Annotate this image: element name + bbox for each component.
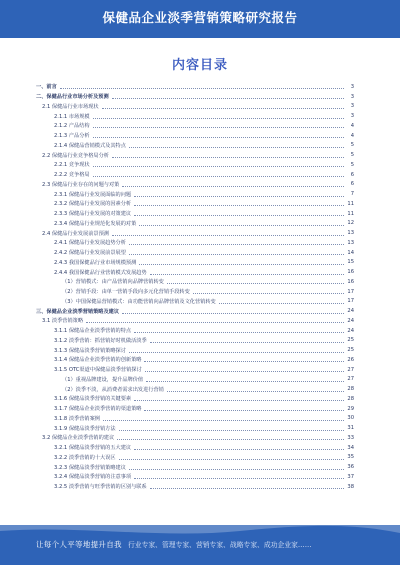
toc-entry-label: 3.2.3 保健品淡季营销策略建议 [54,464,126,471]
toc-entry-label: （2）营销手段：由单一营销手段向多元化营销手段转变 [62,289,190,296]
toc-entry-page: 4 [350,122,354,129]
toc-entry-page: 24 [347,308,354,315]
toc-entry-label: 2.1.2 产品结构 [54,123,90,130]
toc-entry-label: 3.1.1 保健品企业淡季营销的特点 [54,328,132,335]
toc-leader-dots [139,264,344,265]
toc-entry-label: （1）营销模式：由产品营销向品牌营销转变 [62,279,164,286]
toc-leader-dots [119,459,344,460]
toc-entry-label: 2.4.3 我国保健品行业市场规模预测 [54,259,137,266]
toc-entry[interactable] [36,150,354,160]
toc-entry-label: 三、保健品企业淡季营销策略及建议 [36,308,120,315]
toc-entry-page: 13 [347,230,354,237]
toc-leader-dots [146,381,344,382]
toc-entry-page: 11 [347,210,354,217]
toc-entry-page: 37 [347,473,354,480]
toc-entry-page: 24 [347,317,354,324]
toc-heading: 内容目录 [171,58,228,73]
toc-entry-label: 3.2 保健品企业淡季营销的建议 [42,435,115,442]
toc-entry[interactable] [36,482,354,492]
toc-entry-page: 36 [347,464,354,471]
toc-entry[interactable] [36,316,354,326]
toc-entry-label: 3.2.2 淡季营销的十大误区 [54,454,116,461]
toc-leader-dots [134,332,344,333]
toc-entry-page: 26 [347,356,354,363]
toc-leader-dots [150,342,344,343]
toc-entry[interactable] [36,384,354,394]
toc-entry[interactable] [36,336,354,346]
footer-experts: 行业专家、管理专家、营销专家、战略专家、成功企业家…… [128,541,312,549]
toc-entry[interactable] [36,170,354,180]
toc-entry[interactable] [36,131,354,141]
toc-entry-page: 6 [350,181,354,188]
toc-leader-dots [122,313,344,314]
toc-entry-page: 17 [347,288,354,295]
toc-entry-label: 2.1 保健品行业市场现状 [42,103,99,110]
toc-entry[interactable] [36,414,354,424]
toc-leader-dots [86,322,344,323]
toc-entry-page: 33 [347,434,354,441]
toc-entry-page: 6 [350,171,354,178]
toc-entry-label: （2）淡季不淡，从消费者需求出发进行营销 [62,386,164,393]
toc-leader-dots [129,244,344,245]
toc-leader-dots [103,420,344,421]
toc-leader-dots [134,478,344,479]
toc-entry[interactable] [36,472,354,482]
toc-leader-dots [134,400,344,401]
toc-entry[interactable] [36,180,354,190]
toc-entry-label: 3.1.9 保健品淡季营销方法 [54,425,116,432]
toc-entry-label: 一、前言 [36,84,57,91]
toc-entry-label: 3.2.5 淡季营销与旺季营销的区别与联系 [54,484,147,491]
toc-entry-page: 16 [347,269,354,276]
toc-entry-label: 2.4.2 保健品行业发展前景展望 [54,250,126,257]
toc-entry[interactable] [36,423,354,433]
toc-leader-dots [219,303,344,304]
toc-entry[interactable] [36,462,354,472]
toc-entry-label: 3.1.2 淡季营销：抓营销好时机做活淡季 [54,337,147,344]
toc-entry-page: 34 [347,444,354,451]
toc-leader-dots [112,157,344,158]
toc-entry-label: 3.2.1 保健品淡季营销的五大建议 [54,445,132,452]
toc-leader-dots [93,166,344,167]
toc-entry-label: 2.3.3 保健品行业发展的对策建议 [54,211,132,218]
toc-entry[interactable] [36,277,354,287]
toc-entry-page: 24 [347,327,354,334]
toc-leader-dots [144,361,344,362]
toc-entry[interactable] [36,189,354,199]
toc-entry-page: 14 [347,249,354,256]
toc-entry-label: 二、保健品行业市场分析及预测 [36,94,109,101]
toc-entry-page: 17 [347,298,354,305]
toc-entry[interactable] [36,219,354,229]
toc-entry[interactable] [36,404,354,414]
toc-leader-dots [93,118,344,119]
toc-entry-label: 3.1.6 保健品淡季营销的关键要素 [54,396,132,403]
toc-entry-page: 25 [347,347,354,354]
toc-entry-page: 35 [347,454,354,461]
toc-entry[interactable] [36,365,354,375]
toc-leader-dots [60,88,344,89]
toc-entry-page: 5 [350,142,354,149]
toc-entry[interactable] [36,375,354,385]
toc-entry-label: 3.1 淡季营销策略 [42,318,84,325]
toc-entry-label: 2.2.2 竞争格局 [54,172,90,179]
toc-leader-dots [167,283,344,284]
toc-entry-label: 2.1.4 保健品营销模式及其特点 [54,142,126,149]
toc-leader-dots [112,235,344,236]
toc-entry-page: 28 [347,395,354,402]
toc-entry[interactable] [36,287,354,297]
toc-entry-page: 3 [350,103,354,110]
toc-entry-page: 27 [347,366,354,373]
toc-entry-page: 15 [347,259,354,266]
toc-entry-page: 3 [350,83,354,90]
table-of-contents [36,82,354,492]
toc-entry[interactable] [36,238,354,248]
toc-entry-label: 2.4.1 保健品行业发展趋势分析 [54,240,126,247]
toc-entry-page: 5 [350,152,354,159]
toc-entry[interactable] [36,82,354,92]
toc-entry[interactable] [36,345,354,355]
toc-entry-label: （3）中国保健品营销模式：由功能营销向品牌营销及文化营销转变 [62,298,216,305]
toc-leader-dots [167,391,344,392]
toc-leader-dots [134,215,344,216]
toc-entry[interactable] [36,355,354,365]
toc-entry-page: 25 [347,337,354,344]
toc-entry-label: （1）重视品牌建设，提升品牌价值 [62,376,144,383]
toc-leader-dots [145,371,344,372]
toc-entry[interactable] [36,92,354,102]
toc-entry-page: 29 [347,405,354,412]
toc-leader-dots [93,137,344,138]
toc-entry[interactable] [36,160,354,170]
header-banner [0,0,400,38]
toc-leader-dots [122,186,344,187]
toc-entry[interactable] [36,297,354,307]
toc-entry[interactable] [36,443,354,453]
toc-entry-label: 2.3.1 保健品行业发展面临的问题 [54,191,132,198]
toc-entry-label: 2.4 保健品行业发展前景预测 [42,230,109,237]
toc-entry[interactable] [36,248,354,258]
toc-entry-page: 7 [350,191,354,198]
footer-banner [0,525,400,565]
toc-entry-label: 2.3.4 保健品行业规范化发展的对策 [54,220,137,227]
toc-entry[interactable] [36,102,354,112]
toc-leader-dots [129,147,344,148]
toc-entry-page: 27 [347,376,354,383]
toc-entry[interactable] [36,111,354,121]
toc-leader-dots [129,469,344,470]
toc-leader-dots [134,205,344,206]
toc-entry-label: 3.1.3 保健品淡季营销策略探讨 [54,347,126,354]
toc-entry[interactable] [36,267,354,277]
toc-entry-page: 3 [350,93,354,100]
toc-entry-page: 3 [350,113,354,120]
toc-entry-page: 11 [347,200,354,207]
toc-entry-label: 3.1.4 保健品企业淡季营销的创新策略 [54,357,142,364]
toc-entry-label: 2.2 保健品行业竞争格局分析 [42,152,109,159]
toc-leader-dots [134,196,344,197]
toc-entry-label: 3.2.4 保健品淡季营销的注意事项 [54,474,132,481]
toc-entry-label: 2.3 保健品行业存在的问题与对策 [42,181,120,188]
toc-entry[interactable] [36,228,354,238]
toc-entry-page: 28 [347,386,354,393]
toc-entry-label: 2.2.1 竞争现状 [54,162,90,169]
report-title: 保健品企业淡季营销策略研究报告 [102,10,298,25]
toc-entry[interactable] [36,141,354,151]
toc-entry-label: 2.3.2 保健品行业发展的因素分析 [54,201,132,208]
toc-entry-page: 38 [347,483,354,490]
toc-leader-dots [117,439,344,440]
toc-entry-label: 3.1.7 保健品企业淡季营销的渠道策略 [54,406,142,413]
toc-entry-label: 2.4.4 我国保健品行业营销模式发展趋势 [54,269,147,276]
toc-entry-page: 13 [347,239,354,246]
toc-entry[interactable] [36,453,354,463]
toc-entry-label: 3.1.8 淡季营销案例 [54,415,100,422]
toc-entry-label: 2.1.1 市场规模 [54,113,90,120]
toc-leader-dots [150,274,344,275]
toc-entry-page: 31 [347,425,354,432]
toc-leader-dots [129,254,344,255]
toc-leader-dots [112,98,344,99]
toc-entry[interactable] [36,121,354,131]
toc-entry-page: 4 [350,132,354,139]
toc-leader-dots [102,108,344,109]
toc-leader-dots [139,225,344,226]
toc-entry[interactable] [36,433,354,443]
toc-entry-label: 2.1.3 产品分析 [54,133,90,140]
toc-leader-dots [144,410,344,411]
toc-entry[interactable] [36,306,354,316]
toc-leader-dots [150,488,344,489]
toc-leader-dots [93,127,344,128]
toc-entry[interactable] [36,209,354,219]
toc-entry-page: 16 [347,278,354,285]
toc-entry[interactable] [36,394,354,404]
toc-leader-dots [193,293,344,294]
toc-leader-dots [93,176,344,177]
footer-slogan: 让每个人平等地提升自我 [36,540,122,549]
toc-leader-dots [134,449,344,450]
toc-leader-dots [129,352,344,353]
toc-entry-page: 12 [347,220,354,227]
toc-entry-page: 30 [347,415,354,422]
toc-entry[interactable] [36,326,354,336]
toc-entry[interactable] [36,199,354,209]
toc-entry-page: 5 [350,161,354,168]
toc-leader-dots [119,430,344,431]
toc-entry[interactable] [36,258,354,268]
toc-entry-label: 3.1.5 OTC渠道中保健品淡季营销探讨 [54,367,142,374]
